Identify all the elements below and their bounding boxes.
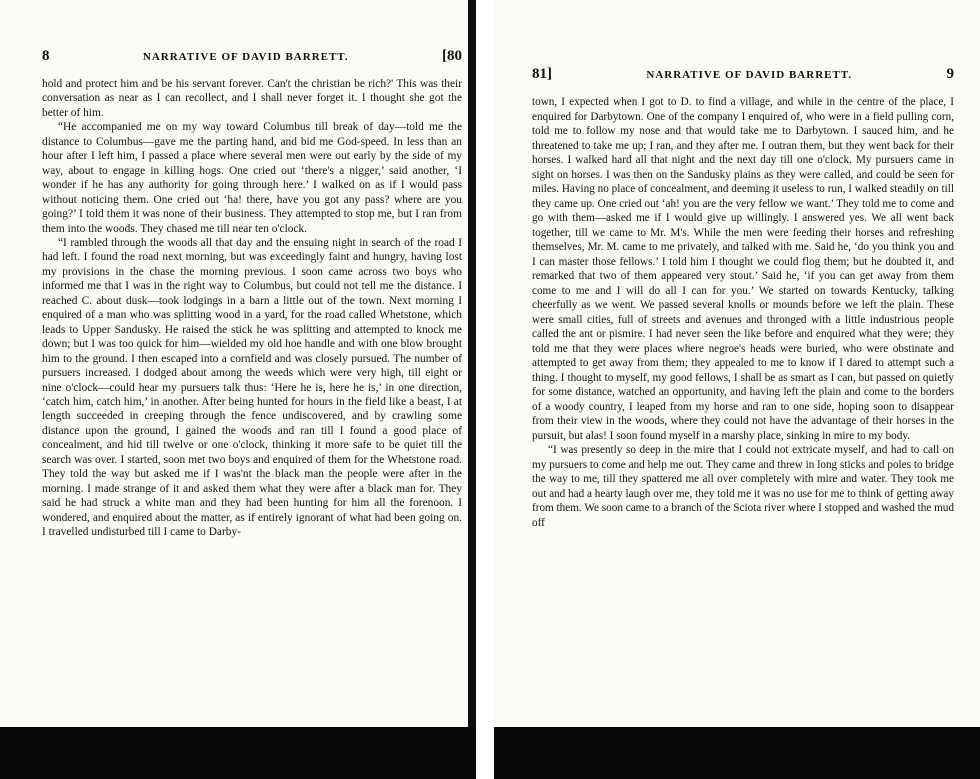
right-page-number: 9 (946, 66, 954, 82)
right-page-body (532, 95, 954, 530)
right-book-page (494, 0, 980, 779)
left-book-page (0, 0, 476, 779)
left-paragraph-1: hold and protect him and be his servant forever. Can't the christian be rich?' This was their conversation as near as I can recollect, and I shall never forget it. I thought she got the better of him. (42, 78, 462, 119)
left-page-body (42, 77, 462, 540)
left-bracket-number: [80 (441, 48, 462, 64)
book-gutter (476, 0, 494, 779)
right-paragraph-1: town, I expected when I got to D. to find a village, and while in the centre of the place, I enquired for Darbytown. One of the company I enquired of, who were in a field pulling corn, told me to follow my nose and that would take me to Darbytown. I sauced him, and he threatened to take me up; I ran, and they after me. I outran them, but they went back for their horses. I walked hard all that night and the next day till one o'clock. My pursuers came in sight on horses. I was then on the Sandusky plains as they were called, and could be seen for miles. Having no place of concealment, and deeming it useless to run, I walked steadily on till they came up. One cried out ‘ah! you are the very fellow we want.’ They told me to come and go with them—asked me if I would give up willingly. I answered yes. We all went back together, till we came to Mr. M's. While the men were feeding their horses and refreshing themselves, Mr. M. came to me privately, and talked with me. Said he, ‘do you think you and I can master those fellows.’ I told him I thought we could flog them; but he doubted it, and remarked that two of them appeared very stout.’ Said he, ‘if you can get away from them come to me and I will do all I can for you.’ We started on towards Kentucky, talking cheerfully as we went. We passed several knolls or mounds before we left the plain. These were small cities, full of streets and avenues and thronged with a little industrious people called the ant or pismire. I had never seen the like before and enquired what they were; they told me that they were places where negroe's heads were buried, who were obstinate and attempted to get away from them; they appealed to me to know if I dared to attempt such a thing. I thought to myself, my good fellows, I shall be as smart as I can, but passed on quietly for some distance, watched an opportunity, and having left the plain and come to the borders of a woody country, I leaped from my horse and ran to one side, hoping soon to disappear from their view in the woods, where they could not have the advantage of their horses in the pursuit, but alas! I soon found myself in a marshy place, sinking in mire to my body. (532, 96, 954, 442)
left-page-header (42, 48, 462, 65)
left-running-title: NARRATIVE OF DAVID BARRETT. (142, 51, 349, 63)
right-bracket-number: 81] (532, 66, 552, 82)
right-paragraph-2: “I was presently so deep in the mire that I could not extricate myself, and had to call on my pursuers to come and help me out. They came and threw in long sticks and poles to bridge the way to me, till they spattered me all over completely with mire and water. They took me out and had a hearty laugh over me, they told me it was no use for me to think of getting away from them. We soon came to a branch of the Sciota river where I stopped and washed the mud off (532, 444, 954, 529)
left-page-number: 8 (42, 48, 50, 64)
right-running-title: NARRATIVE OF DAVID BARRETT. (646, 69, 853, 81)
left-paragraph-3: “I rambled through the woods all that day and the ensuing night in search of the road I had left. I found the road next morning, but was exceedingly faint and hungry, having lost my provisions in the chase the morning previous. I soon came across two boys who informed me that I was in the right way to Columbus, but could not tell me the distance. I reached C. about dusk—took lodgings in a barn a little out of the town. Next morning I enquired of a man who was splitting wood in a yard, for the road called Whetstone, which leads to Upper Sandusky. He raised the stick he was splitting and attempted to knock me down; but I was too quick for him—wielded my old hoe handle and with one blow brought him to the ground. I then escaped into a cornfield and was closely pursued. The number of pursuers increased. I dodged about among the weeds which were very high, till eight or nine o'clock—could hear my pursuers talk thus: ‘Here he is, here he is,’ in one direction, ‘catch him, catch him,’ in another. After being hunted for hours in the field like a beast, I at length succeeded in creeping through the fence undiscovered, and by crawling some distance upon the ground, I gained the woods and ran till I found a good place of concealment, and hid till twelve or one o'clock, thinking it more safe to be quiet till the search was over. I started, soon met two boys and enquired of them for the Whetstone road. They told the way but asked me if I was'nt the black man the people were after in the morning. I made strange of it and asked them what they were after a black man for. They said he had struck a white man and they had been hunting for him all the forenoon. I wondered, and enquired about the matter, as if entirely ignorant of what had been going on. I travelled undisturbed till I came to Darby- (42, 236, 462, 539)
scan-bottom-edge-right (494, 727, 980, 779)
right-page-header (532, 66, 954, 83)
scan-bottom-edge-left (0, 727, 476, 779)
left-paragraph-2: “He accompanied me on my way toward Columbus till break of day—told me the distance to Columbus—gave me the parting hand, and bid me God-speed. In less than an hour after I left him, I passed a place where several men were out early by the side of my way, about to engage in killing hogs. One cried out ‘there's a nigger,’ said another, ‘I wonder if he has any authority for going through here.’ I walked on as if I would pass without noticing them. One cried out ‘ha! there, have you got any pass? where are you going?’ I told them it was none of their business. They attempted to stop me, but I ran from them into the woods. They chased me till near ten o'clock. (42, 121, 462, 235)
